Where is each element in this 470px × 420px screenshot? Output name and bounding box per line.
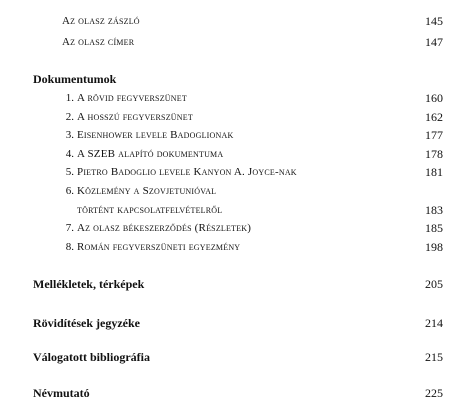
toc-entry-page: 160 <box>425 91 443 105</box>
section-mellekletek <box>0 277 470 297</box>
toc-entry-number: 3. <box>65 129 74 141</box>
toc-entry-title: Az olasz címer <box>62 36 135 48</box>
toc-entry <box>0 147 470 167</box>
section-heading: Dokumentumok <box>33 72 117 86</box>
toc-entry-title: történt kapcsolatfelvételről <box>77 204 223 216</box>
toc-entry-page: 147 <box>425 35 443 49</box>
toc-entry-flag <box>0 14 470 34</box>
section-heading: Mellékletek, térképek <box>33 277 145 291</box>
section-page: 205 <box>425 277 443 291</box>
toc-entry-title: A rövid fegyverszünet <box>77 92 187 104</box>
section-nevmutato <box>0 386 470 406</box>
toc-entry-page: 181 <box>425 165 443 179</box>
toc-entry <box>0 91 470 111</box>
section-heading: Névmutató <box>33 386 90 400</box>
toc-entry-continuation <box>0 203 470 223</box>
toc-entry-page: 145 <box>425 14 443 28</box>
toc-entry-title: Közlemény a Szovjetunióval <box>77 185 217 197</box>
toc-entry-number: 6. <box>65 185 74 197</box>
toc-entry-page: 183 <box>425 203 443 217</box>
section-page: 214 <box>425 316 443 330</box>
toc-entry-title: Pietro Badoglio levele Kanyon A. Joyce-nak <box>77 166 297 178</box>
section-roviditesek <box>0 316 470 336</box>
section-heading: Válogatott bibliográfia <box>33 350 150 364</box>
toc-entry-page: 178 <box>425 147 443 161</box>
section-bibliografia <box>0 350 470 370</box>
toc-entry-title: A hosszú fegyverszünet <box>77 111 193 123</box>
toc-entry <box>0 110 470 130</box>
toc-entry-page: 185 <box>425 221 443 235</box>
toc-entry-title: A SZEB alapító dokumentuma <box>77 148 224 160</box>
section-heading: Rövidítések jegyzéke <box>33 316 140 330</box>
toc-entry-title: Román fegyverszüneti egyezmény <box>77 241 241 253</box>
section-page: 225 <box>425 386 443 400</box>
toc-entry-coat-of-arms <box>0 35 470 55</box>
toc-entry-page: 177 <box>425 128 443 142</box>
section-dokumentumok <box>0 72 470 92</box>
toc-entry <box>0 240 470 260</box>
toc-entry-number: 5. <box>65 166 74 178</box>
toc-entry-number: 2. <box>65 111 74 123</box>
toc-entry-title: Az olasz békeszerződés (Részletek) <box>77 222 252 234</box>
toc-entry <box>0 165 470 185</box>
toc-entry-number: 8. <box>65 241 74 253</box>
toc-entry-page: 162 <box>425 110 443 124</box>
toc-entry <box>0 221 470 241</box>
section-page: 215 <box>425 350 443 364</box>
toc-entry-title: Az olasz zászló <box>62 15 140 27</box>
toc-entry-number: 7. <box>65 222 74 234</box>
toc-entry <box>0 128 470 148</box>
toc-entry-number: 1. <box>65 92 74 104</box>
toc-entry <box>0 184 470 204</box>
toc-entry-page: 198 <box>425 240 443 254</box>
toc-entry-title: Eisenhower levele Badoglionak <box>77 129 234 141</box>
toc-entry-number: 4. <box>65 148 74 160</box>
